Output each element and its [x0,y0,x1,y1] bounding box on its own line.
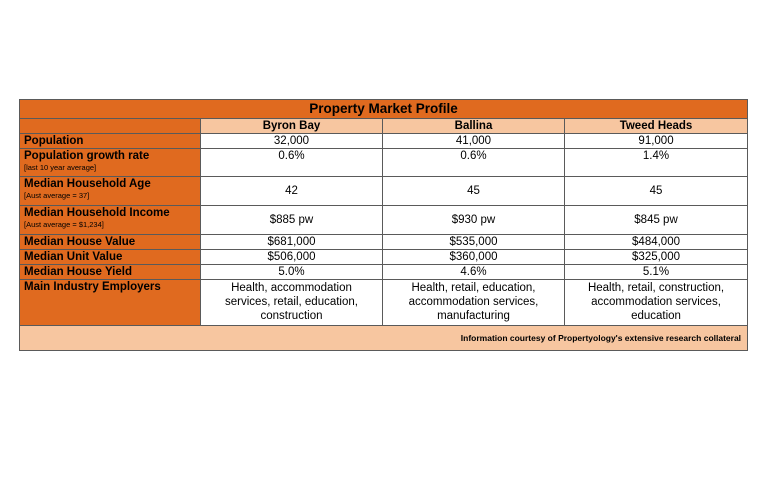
row-label: Main Industry Employers [20,280,201,326]
row-label: Median House Value [20,235,201,250]
property-market-profile [19,99,747,351]
cell-value: $681,000 [201,235,383,250]
cell-value: 32,000 [201,134,383,149]
footer-credit: Information courtesy of Propertyology's extensive research collateral [20,326,748,351]
profile-table [19,99,748,351]
cell-value: 0.6% [383,149,565,177]
table-row [20,149,748,177]
cell-value: $360,000 [383,250,565,265]
cell-value: 4.6% [383,265,565,280]
table-row [20,134,748,149]
table-title: Property Market Profile [20,100,748,119]
cell-value: $506,000 [201,250,383,265]
table-row [20,265,748,280]
cell-value: 45 [565,177,748,206]
cell-value: 5.0% [201,265,383,280]
row-note: [last 10 year average] [24,163,97,172]
row-label: Median House Yield [20,265,201,280]
table-row [20,177,748,206]
cell-value: Health, retail, construction, accommodation services, education [565,280,748,326]
cell-value: $930 pw [383,206,565,235]
cell-value: 45 [383,177,565,206]
row-label: Median Unit Value [20,250,201,265]
header-corner [20,119,201,134]
row-note: [Aust average = 37] [24,191,90,200]
row-note: [Aust average = $1,234] [24,220,104,229]
table-row [20,235,748,250]
table-row [20,280,748,326]
cell-value: $535,000 [383,235,565,250]
column-header: Ballina [383,119,565,134]
row-label: Population growth rate [last 10 year average] [20,149,201,177]
row-label: Population [20,134,201,149]
header-row [20,119,748,134]
cell-value: 41,000 [383,134,565,149]
table-row [20,250,748,265]
cell-value: $325,000 [565,250,748,265]
cell-value: $484,000 [565,235,748,250]
row-label: Median Household Income [Aust average = $1,234] [20,206,201,235]
cell-value: Health, retail, education, accommodation services, manufacturing [383,280,565,326]
title-row [20,100,748,119]
cell-value: 5.1% [565,265,748,280]
cell-value: $885 pw [201,206,383,235]
row-label: Median Household Age [Aust average = 37] [20,177,201,206]
cell-value: 1.4% [565,149,748,177]
cell-value: $845 pw [565,206,748,235]
cell-value: 91,000 [565,134,748,149]
table-row [20,206,748,235]
column-header: Byron Bay [201,119,383,134]
column-header: Tweed Heads [565,119,748,134]
cell-value: Health, accommodation services, retail, education, construction [201,280,383,326]
cell-value: 0.6% [201,149,383,177]
footer-row [20,326,748,351]
cell-value: 42 [201,177,383,206]
